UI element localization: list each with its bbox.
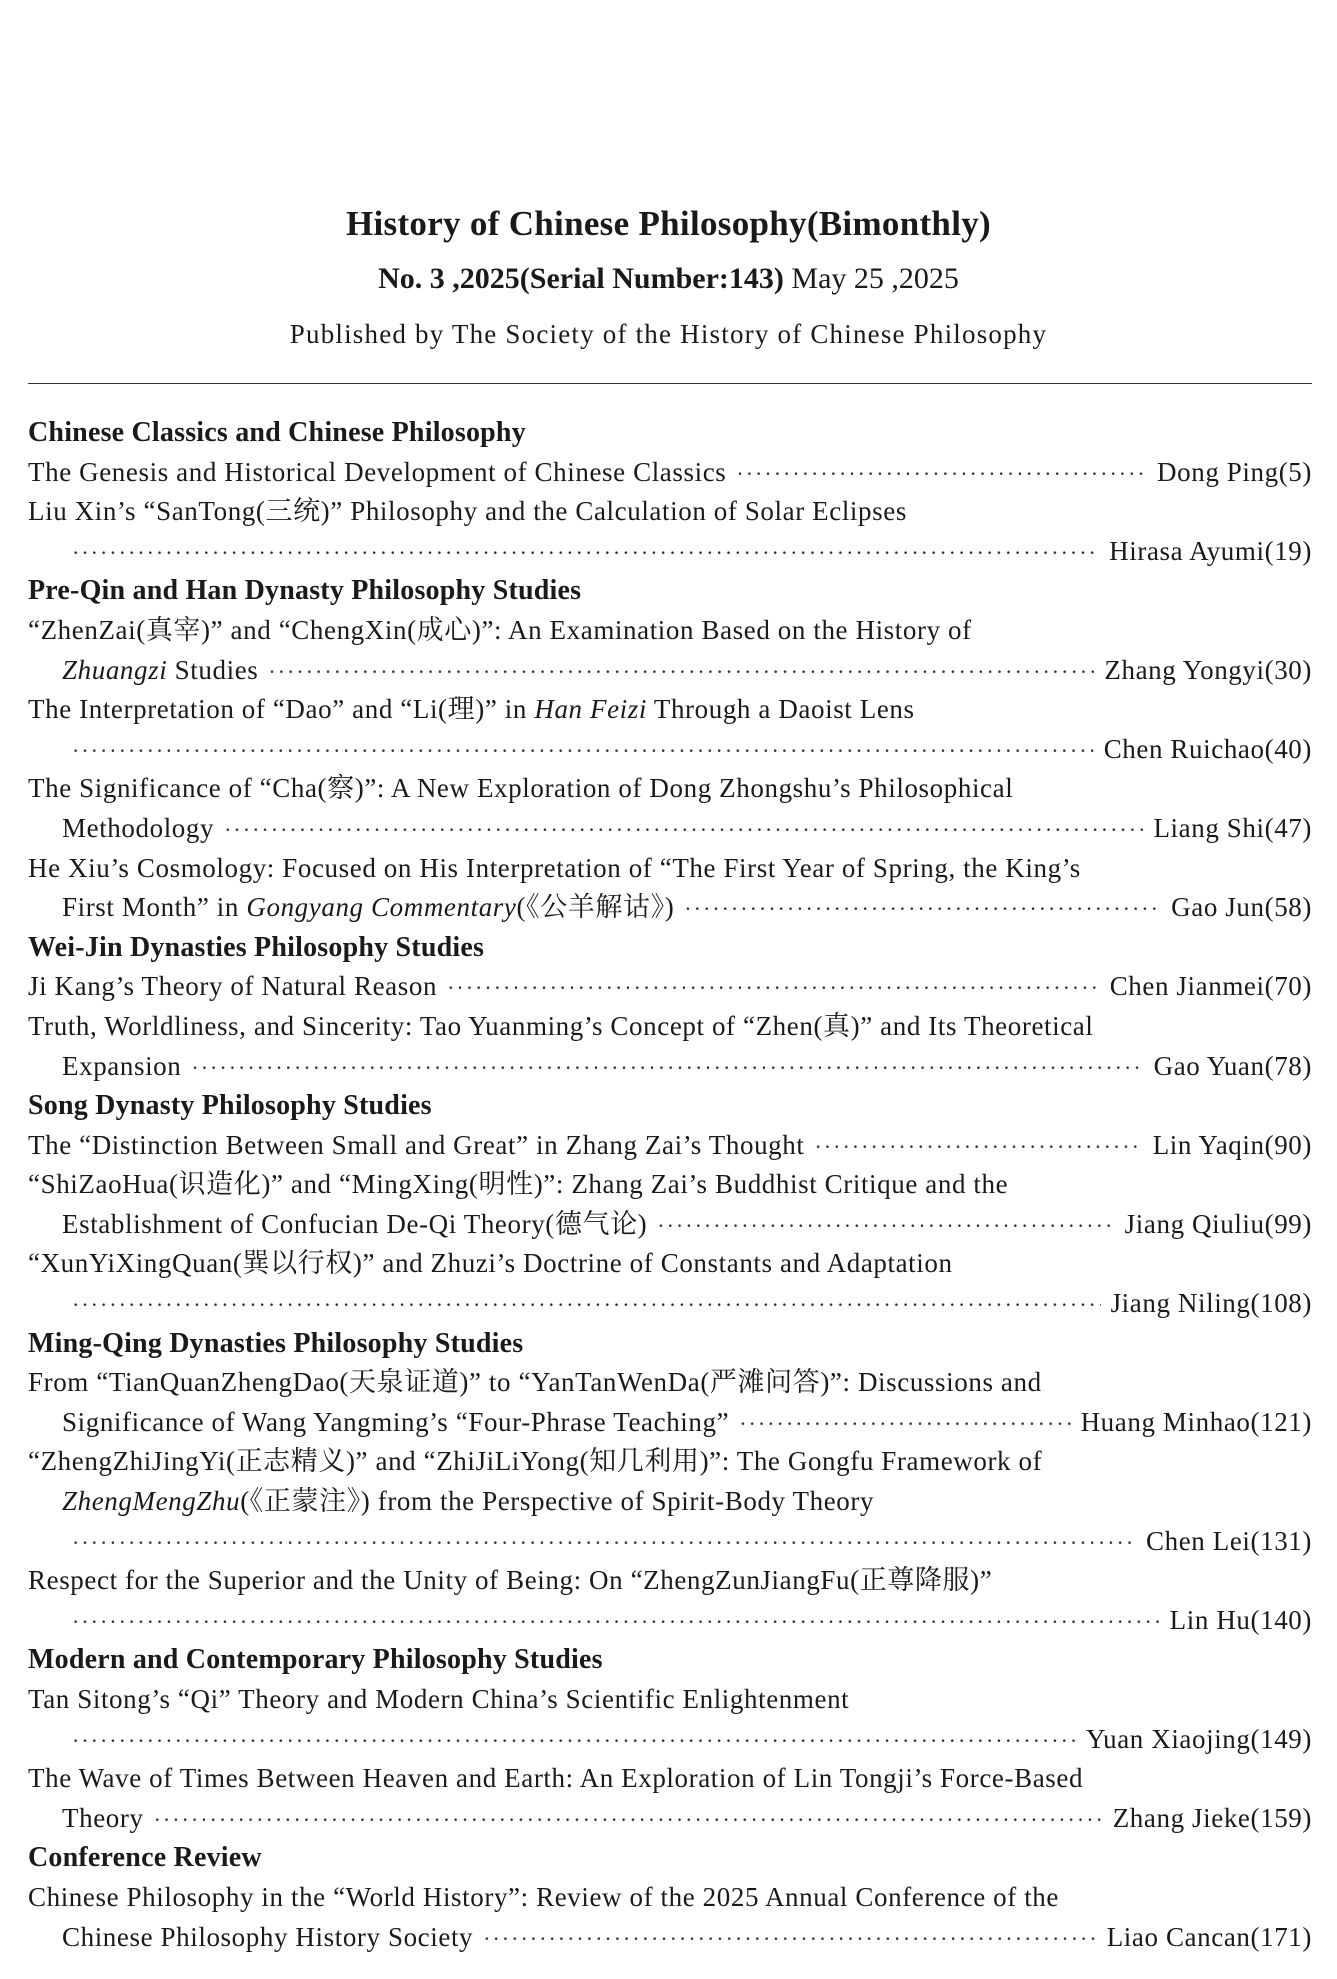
article-author-page: Gao Yuan(78) <box>1153 1050 1312 1081</box>
article-title-rest: Theory <box>62 1802 144 1833</box>
dot-leader <box>72 1602 1160 1641</box>
dot-leader <box>736 454 1147 493</box>
article-author-page: Zhang Jieke(159) <box>1112 1802 1312 1833</box>
issue-info <box>0 254 1337 304</box>
dot-leader <box>154 1800 1103 1839</box>
article-title-part: (《公羊解诂》) <box>516 892 675 923</box>
article-title[interactable]: “XunYiXingQuan(巽以行权)” and Zhuzi’s Doctrine of Constants and Adaptation <box>28 1248 953 1279</box>
section-heading: Chinese Classics and Chinese Philosophy <box>28 417 526 448</box>
article-title-rest: Chinese Philosophy History Society <box>62 1921 474 1952</box>
section-heading: Song Dynasty Philosophy Studies <box>28 1090 432 1122</box>
article-author-page: Lin Hu(140) <box>1169 1604 1312 1635</box>
article-author-page: Chen Ruichao(40) <box>1103 733 1312 764</box>
section-heading: Modern and Contemporary Philosophy Studies <box>28 1644 603 1676</box>
toc-entry[interactable] <box>28 967 1312 1007</box>
article-author-page: Liao Cancan(171) <box>1106 1921 1312 1952</box>
section-heading: Wei-Jin Dynasties Philosophy Studies <box>28 931 485 963</box>
issue-number: No. 3 ,2025(Serial Number:143) <box>378 262 784 295</box>
article-title-rest: Studies <box>167 654 259 685</box>
toc-entry-continuation[interactable] <box>28 1482 1312 1522</box>
article-title[interactable]: Truth, Worldliness, and Sincerity: Tao Yuanming’s Concept of “Zhen(真)” and Its Theoretical <box>28 1010 1094 1041</box>
toc-entry-continuation[interactable] <box>28 1522 1312 1562</box>
article-title-rest: Expansion <box>62 1050 182 1081</box>
dot-leader <box>447 968 1100 1007</box>
dot-leader <box>191 1048 1143 1087</box>
table-of-contents <box>28 413 1312 1957</box>
dot-leader <box>224 810 1143 849</box>
dot-leader <box>72 1721 1076 1760</box>
article-title[interactable]: The Significance of “Cha(察)”: A New Exploration of Dong Zhongshu’s Philosophical <box>28 773 1014 804</box>
toc-entry-continuation[interactable] <box>28 1284 1312 1324</box>
toc-entry[interactable] <box>28 1126 1312 1166</box>
dot-leader <box>684 889 1161 928</box>
article-title[interactable]: “ShiZaoHua(识造化)” and “MingXing(明性)”: Zhang Zai’s Buddhist Critique and the <box>28 1169 1009 1200</box>
article-title[interactable]: Respect for the Superior and the Unity of Being: On “ZhengZunJiangFu(正尊降服)” <box>28 1565 993 1596</box>
article-title: The “Distinction Between Small and Great” in Zhang Zai’s Thought <box>28 1129 805 1160</box>
article-title[interactable]: Liu Xin’s “SanTong(三统)” Philosophy and the Calculation of Solar Eclipses <box>28 496 907 527</box>
toc-entry-continuation[interactable] <box>28 730 1312 770</box>
article-author-page: Dong Ping(5) <box>1157 456 1312 487</box>
article-author-page: Liang Shi(47) <box>1153 812 1312 843</box>
article-title-rest: Significance of Wang Yangming’s “Four-Phrase Teaching” <box>62 1406 730 1437</box>
article-author-page: Jiang Qiuliu(99) <box>1124 1208 1312 1239</box>
article-author-page: Huang Minhao(121) <box>1080 1406 1312 1437</box>
article-title-rest: (《正蒙注》) from the Perspective of Spirit-Body Theory <box>240 1486 875 1517</box>
article-author-page: Jiang Niling(108) <box>1110 1288 1312 1319</box>
dot-leader <box>72 1523 1136 1562</box>
article-title-rest: Methodology <box>62 812 215 843</box>
article-title[interactable]: “ZhenZai(真宰)” and “ChengXin(成心)”: An Examination Based on the History of <box>28 614 972 645</box>
article-author-page: Zhang Yongyi(30) <box>1104 654 1312 685</box>
article-title[interactable]: He Xiu’s Cosmology: Focused on His Interpretation of “The First Year of Spring, the King’s <box>28 852 1081 883</box>
dot-leader <box>268 652 1094 691</box>
toc-entry[interactable] <box>28 453 1312 493</box>
toc-entry-continuation[interactable] <box>28 1720 1312 1760</box>
article-title[interactable] <box>28 690 1312 730</box>
section-heading: Ming-Qing Dynasties Philosophy Studies <box>28 1327 524 1359</box>
book-title: Gongyang Commentary <box>246 892 517 923</box>
toc-entry-continuation[interactable] <box>28 888 1312 928</box>
dot-leader <box>657 1206 1114 1245</box>
book-title: Zhuangzi <box>62 654 168 685</box>
masthead <box>0 200 1337 354</box>
article-title[interactable]: From “TianQuanZhengDao(天泉证道)” to “YanTanWenDa(严滩问答)”: Discussions and <box>28 1367 1042 1398</box>
article-author-page: Yuan Xiaojing(149) <box>1085 1723 1312 1754</box>
article-title-part: Through a Daoist Lens <box>646 694 915 725</box>
article-author-page: Chen Lei(131) <box>1145 1525 1312 1556</box>
toc-entry-continuation[interactable] <box>28 1918 1312 1958</box>
article-title[interactable]: The Wave of Times Between Heaven and Earth: An Exploration of Lin Tongji’s Force-Based <box>28 1763 1084 1794</box>
article-title-rest: Establishment of Confucian De-Qi Theory(德气论) <box>62 1208 648 1239</box>
dot-leader <box>72 731 1094 770</box>
article-title: The Genesis and Historical Development of Chinese Classics <box>28 456 727 487</box>
dot-leader <box>72 1285 1101 1324</box>
dot-leader <box>814 1127 1142 1166</box>
dot-leader <box>483 1919 1097 1958</box>
toc-entry-continuation[interactable] <box>28 1601 1312 1641</box>
toc-entry-continuation[interactable] <box>28 1047 1312 1087</box>
toc-entry-continuation[interactable] <box>28 1799 1312 1839</box>
article-author-page: Hirasa Ayumi(19) <box>1109 535 1312 566</box>
book-title: Han Feizi <box>534 694 647 725</box>
toc-entry-continuation[interactable] <box>28 1403 1312 1443</box>
article-author-page: Chen Jianmei(70) <box>1109 971 1312 1002</box>
article-author-page: Gao Jun(58) <box>1171 892 1312 923</box>
article-title: Ji Kang’s Theory of Natural Reason <box>28 971 438 1002</box>
article-title[interactable]: “ZhengZhiJingYi(正志精义)” and “ZhiJiLiYong(知几利用)”: The Gongfu Framework of <box>28 1446 1043 1477</box>
toc-entry-continuation[interactable] <box>28 1205 1312 1245</box>
article-title[interactable]: Tan Sitong’s “Qi” Theory and Modern China’s Scientific Enlightenment <box>28 1684 850 1714</box>
book-title: ZhengMengZhu <box>62 1486 241 1517</box>
issue-date: May 25 ,2025 <box>783 262 959 295</box>
toc-entry-continuation[interactable] <box>28 651 1312 691</box>
dot-leader <box>739 1404 1070 1443</box>
dot-leader <box>72 533 1099 572</box>
section-heading: Conference Review <box>28 1842 262 1874</box>
journal-title: History of Chinese Philosophy(Bimonthly) <box>346 204 991 243</box>
article-title-part: The Interpretation of “Dao” and “Li(理)” in <box>28 694 535 725</box>
article-title[interactable]: Chinese Philosophy in the “World History”: Review of the 2025 Annual Conference of the <box>28 1881 1059 1912</box>
toc-entry-continuation[interactable] <box>28 532 1312 572</box>
publisher: Published by The Society of the History of Chinese Philosophy <box>289 319 1048 349</box>
article-author-page: Lin Yaqin(90) <box>1152 1129 1312 1160</box>
section-heading: Pre-Qin and Han Dynasty Philosophy Studies <box>28 575 582 607</box>
article-title-part: First Month” in <box>62 892 247 923</box>
toc-entry-continuation[interactable] <box>28 809 1312 849</box>
header-divider <box>28 383 1312 384</box>
